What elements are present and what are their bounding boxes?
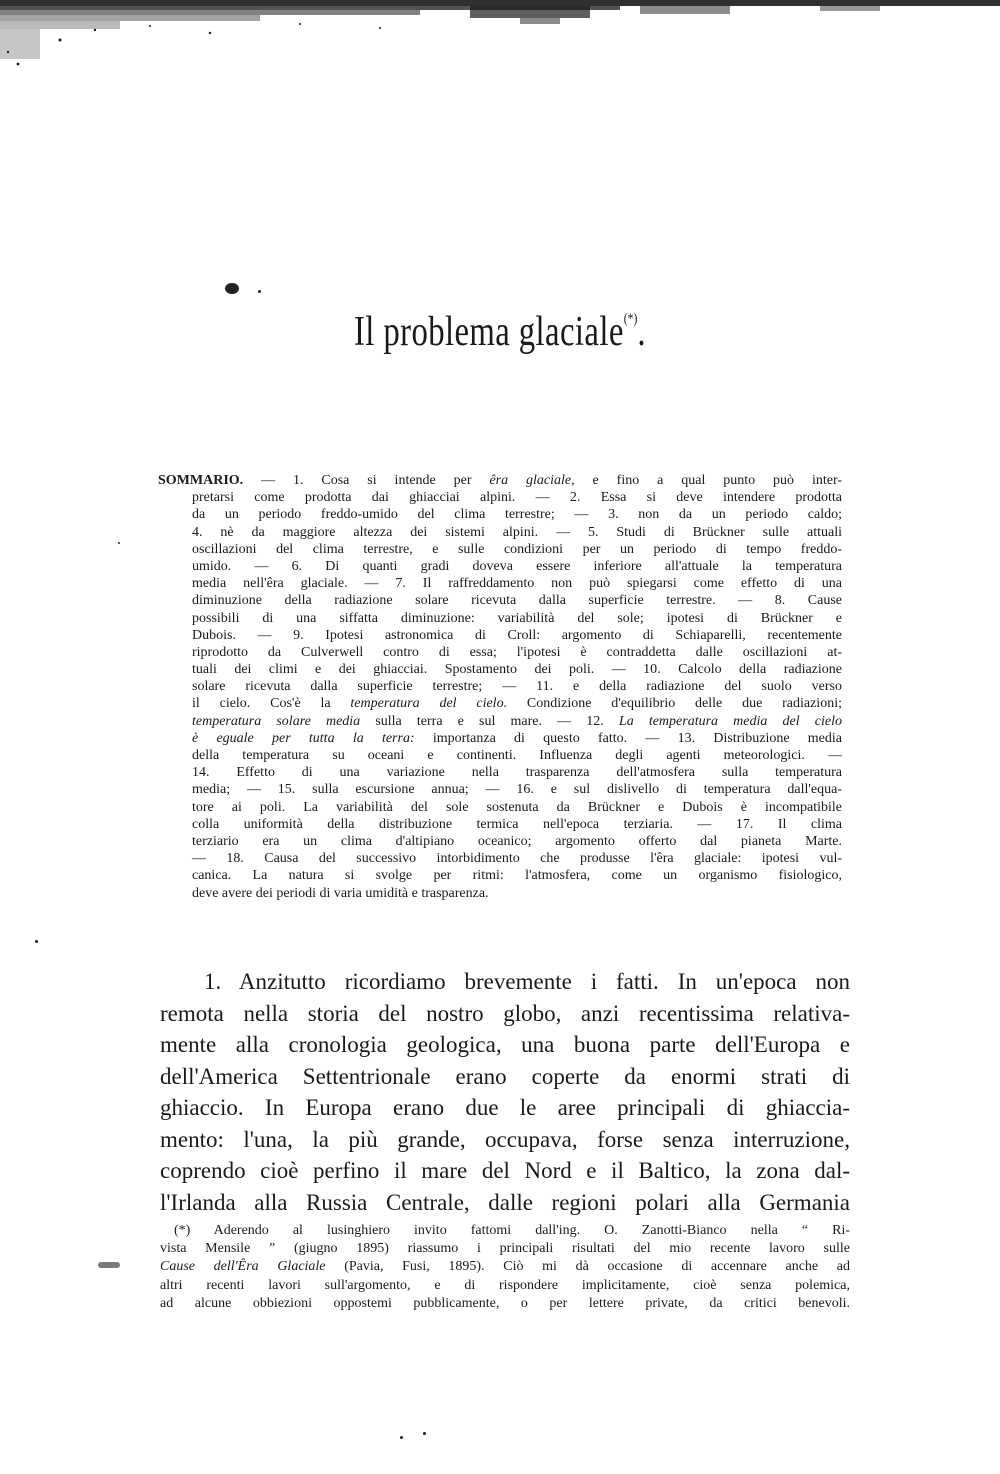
summary-text: Condizione d'equilibrio delle due radiazioni; <box>507 696 842 712</box>
summary-italic: è eguale per tutta la terra: <box>192 730 415 746</box>
summary-text: importanza di questo fatto. — 13. Distribuzione media <box>414 730 842 746</box>
footnote-line: vista Mensile ” (giugno 1895) riassumo i principali risultati del mio recente lavoro sulle <box>160 1241 850 1257</box>
footnote-text: (Pavia, Fusi, 1895). Ciò mi dà occasione di accennare anche ad <box>325 1259 850 1275</box>
summary-line: 14. Effetto di una variazione nella trasparenza dell'atmosfera sulla temperatura <box>192 765 842 781</box>
summary-text: sulla terra e sul mare. — 12. <box>360 713 619 729</box>
summary-line: colla uniformità della distribuzione termica nell'epoca terziaria. — 17. Il clima <box>192 816 842 832</box>
summary-line: terziario era un clima d'altipiano oceanico; argomento offerto dal pianeta Marte. <box>192 833 842 849</box>
summary-line: diminuzione della radiazione solare ricevuta dalla superficie terrestre. — 8. Cause <box>192 593 842 609</box>
body-line: dell'America Settentrionale erano coperte da enormi strati di <box>160 1063 850 1089</box>
summary-text: , e fino a qual punto può inter- <box>571 473 842 488</box>
summary-line: — 18. Causa del successivo intorbidimento che produsse l'êra glaciale: ipotesi vul- <box>192 851 842 867</box>
summary-line: Dubois. — 9. Ipotesi astronomica di Croll: argomento di Schiaparelli, recentemente <box>192 627 842 643</box>
footnote-italic: Cause dell'Êra Glaciale <box>160 1259 326 1275</box>
ink-dot <box>98 1262 120 1268</box>
summary-line: pretarsi come prodotta dai ghiacciai alpini. — 2. Essa si deve intendere prodotta <box>192 490 842 506</box>
summary-block <box>158 472 842 902</box>
summary-line: tuali dei climi e dei ghiacciai. Spostamento dei poli. — 10. Calcolo della radiazione <box>192 662 842 678</box>
summary-line: 4. nè da maggiore altezza dei sistemi alpini. — 5. Studi di Brückner sulle attuali <box>192 524 842 540</box>
summary-line: riprodotto da Culverwell contro di essa; l'ipotesi è contraddetta dalle oscillazioni at- <box>192 644 842 660</box>
summary-line: media nell'êra glaciale. — 7. Il raffreddamento non può spiegarsi come effetto di una <box>192 576 842 592</box>
summary-italic: temperatura del cielo. <box>350 696 508 712</box>
summary-line <box>158 695 842 712</box>
ink-dot <box>118 542 120 544</box>
footnote <box>160 1222 850 1313</box>
summary-line: oscillazioni del clima terrestre, e sulle condizioni per un periodo di tempo freddo- <box>192 541 842 557</box>
title-text: Il problema glaciale <box>354 309 624 355</box>
summary-line: tore ai poli. La variabilità del sole sostenuta da Brückner e Dubois è incompatibile <box>192 799 842 815</box>
summary-line <box>158 472 842 489</box>
ink-dot <box>400 1436 403 1439</box>
summary-line: da un periodo freddo-umido del clima terrestre; — 3. non da un periodo caldo; <box>192 507 842 523</box>
summary-italic: temperatura solare media <box>192 713 361 729</box>
summary-heading: SOMMARIO. <box>158 473 244 488</box>
summary-line <box>158 713 842 730</box>
body-line: l'Irlanda alla Russia Centrale, dalle regioni polari alla Germania <box>160 1189 850 1215</box>
body-line: mento: l'una, la più grande, occupava, forse senza interruzione, <box>160 1126 850 1152</box>
summary-line: solare ricevuta dalla superficie terrestre; — 11. e della radiazione del suolo verso <box>192 679 842 695</box>
footnote-line <box>160 1258 850 1276</box>
ink-blot <box>225 283 239 294</box>
summary-line: possibili di una siffatta diminuzione: variabilità del sole; ipotesi di Brückner e <box>192 610 842 626</box>
summary-text: — 1. Cosa si intende per <box>243 473 490 488</box>
summary-italic: êra glaciale <box>489 473 572 488</box>
body-line: coprendo cioè perfino il mare del Nord e il Baltico, la zona dal- <box>160 1158 850 1183</box>
footnote-line: altri recenti lavori sull'argomento, e di rispondere implicitamente, cioè senza polemica, <box>160 1277 850 1293</box>
summary-line: media; — 15. sulla escursione annua; — 16. e sul dislivello di temperatura dall'equa- <box>192 782 842 798</box>
body-line: remota nella storia del nostro globo, anzi recentissima relativa- <box>160 1000 850 1026</box>
summary-line: canica. La natura si svolge per ritmi: l'atmosfera, come un organismo fisiologico, <box>192 868 842 884</box>
footnote-line: ad alcune obbiezioni oppostemi pubblicamente, o per lettere private, da critici benevoli. <box>160 1295 850 1311</box>
footnote-mark: (*) <box>623 311 638 327</box>
body-line: ghiaccio. In Europa erano due le aree principali di ghiaccia- <box>160 1095 850 1120</box>
page-title <box>110 308 890 356</box>
title-period: . <box>637 309 646 355</box>
body-line: 1. Anzitutto ricordiamo brevemente i fatti. In un'epoca non <box>204 969 850 994</box>
scan-edge-noise <box>0 0 1000 70</box>
summary-line <box>158 730 842 747</box>
footnote-line: (*) Aderendo al lusinghiero invito fattomi dall'ing. O. Zanotti-Bianco nella “ Ri- <box>174 1223 850 1238</box>
summary-line: della temperatura su oceani e continenti. Influenza degli agenti meteorologici. — <box>192 748 842 763</box>
ink-dot <box>35 940 38 943</box>
body-paragraph <box>160 966 850 1218</box>
body-line: mente alla cronologia geologica, una buona parte dell'Europa e <box>160 1032 850 1057</box>
ink-dot <box>423 1432 426 1435</box>
summary-italic: La temperatura media del cielo <box>618 713 842 729</box>
summary-line: umido. — 6. Di quanti gradi doveva essere inferiore all'attuale la temperatura <box>192 558 842 574</box>
ink-dot <box>258 290 261 293</box>
summary-text: il cielo. Cos'è la <box>192 696 351 712</box>
summary-line: deve avere dei periodi di varia umidità e trasparenza. <box>192 885 489 901</box>
